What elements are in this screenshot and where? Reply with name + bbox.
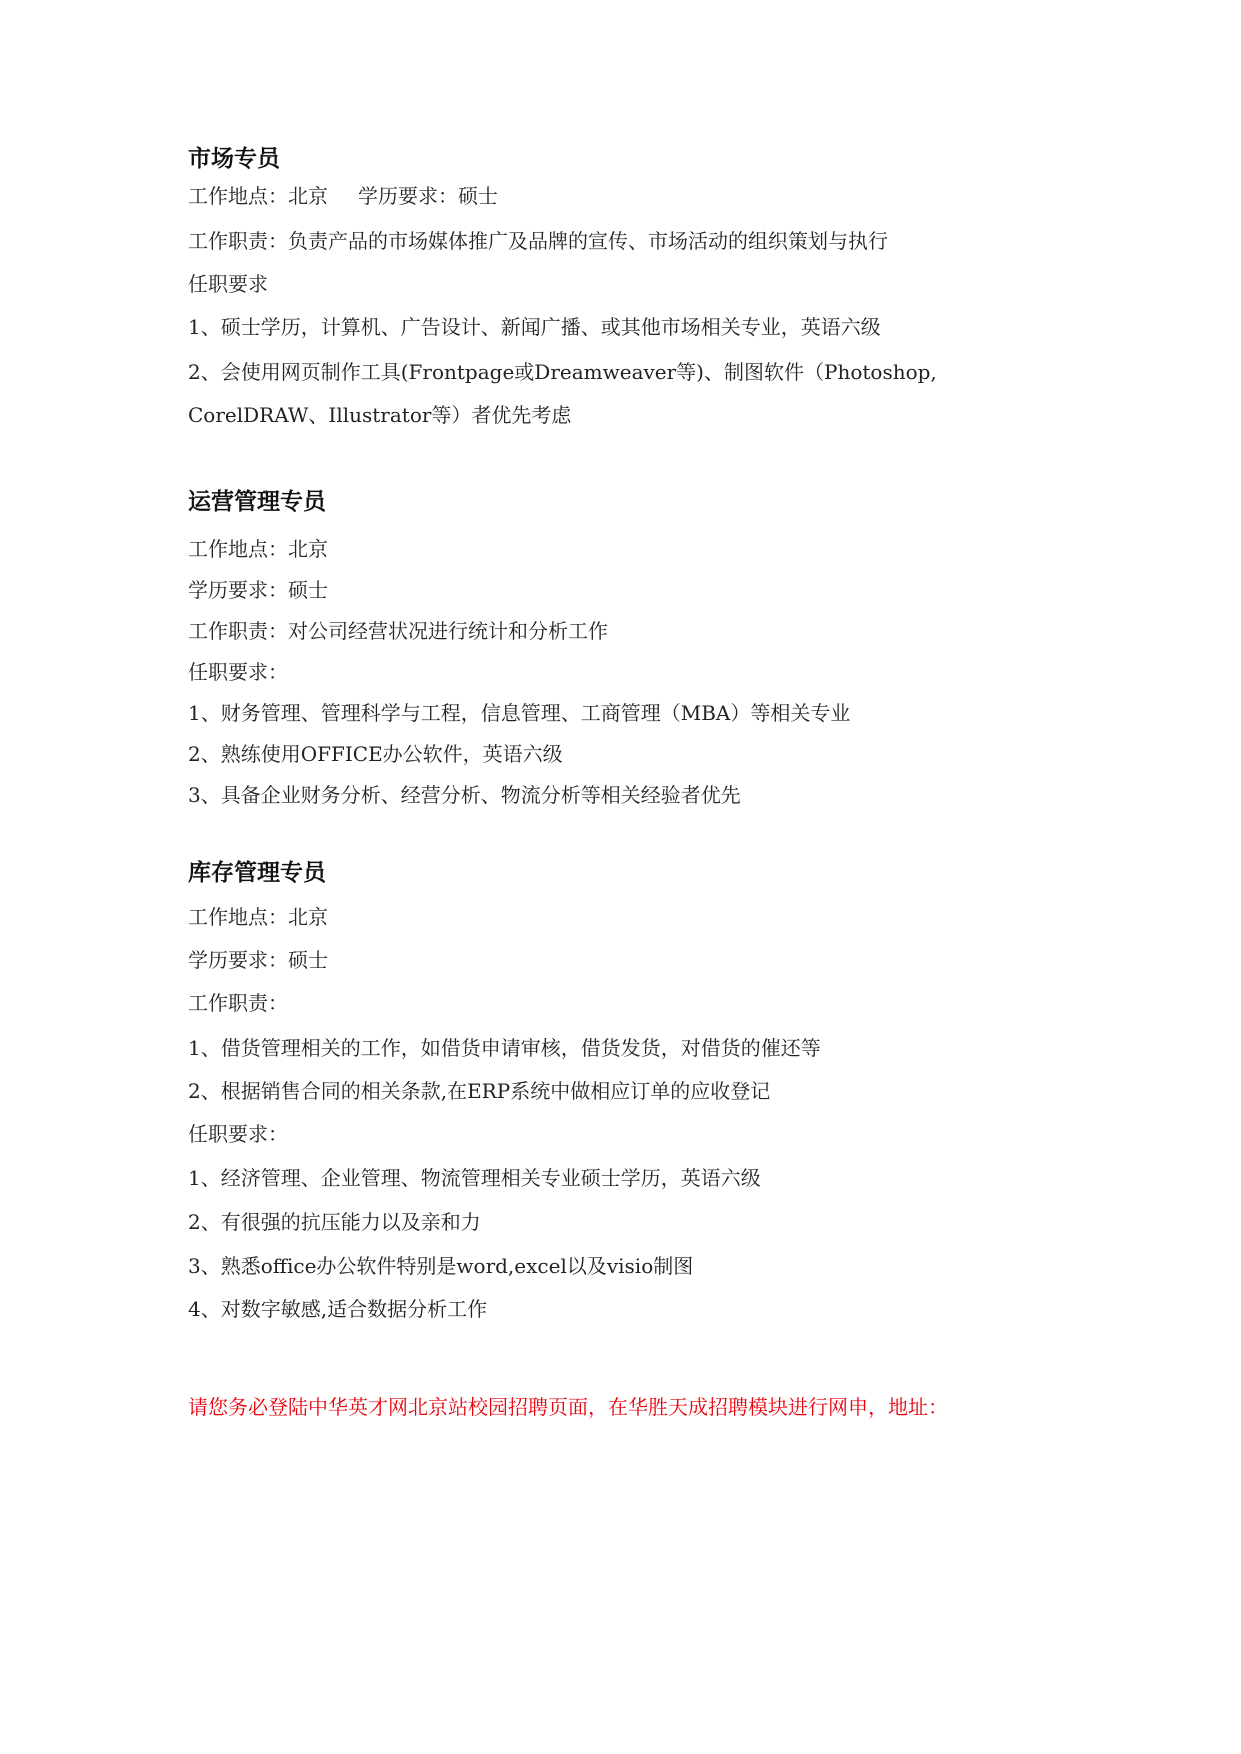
section-title-inventory: 库存管理专员: [188, 860, 326, 886]
operations-requirement-1: 1、财务管理、管理科学与工程，信息管理、工商管理（MBA）等相关专业: [188, 701, 851, 725]
operations-location: 工作地点：北京: [188, 537, 328, 561]
section-title-operations: 运营管理专员: [188, 489, 326, 515]
inventory-location: 工作地点：北京: [188, 905, 328, 929]
marketing-requirement-2-cont: CorelDRAW、Illustrator等）者优先考虑: [188, 403, 572, 427]
operations-requirements-heading: 任职要求：: [188, 660, 288, 684]
marketing-requirements-heading: 任职要求: [188, 272, 268, 296]
operations-requirement-3: 3、具备企业财务分析、经营分析、物流分析等相关经验者优先: [188, 783, 741, 807]
marketing-location: 工作地点：北京: [188, 184, 328, 208]
inventory-requirement-2: 2、有很强的抗压能力以及亲和力: [188, 1210, 481, 1234]
marketing-location-education: [188, 182, 498, 210]
operations-education: 学历要求：硕士: [188, 578, 328, 602]
inventory-duty-1: 1、借货管理相关的工作，如借货申请审核，借货发货，对借货的催还等: [188, 1036, 821, 1060]
operations-requirement-2: 2、熟练使用OFFICE办公软件，英语六级: [188, 742, 563, 766]
marketing-education: 学历要求：硕士: [358, 184, 498, 208]
section-title-marketing: 市场专员: [188, 146, 280, 172]
inventory-requirement-4: 4、对数字敏感,适合数据分析工作: [188, 1297, 488, 1321]
marketing-duties: 工作职责：负责产品的市场媒体推广及品牌的宣传、市场活动的组织策划与执行: [188, 229, 888, 253]
marketing-requirement-1: 1、硕士学历，计算机、广告设计、新闻广播、或其他市场相关专业，英语六级: [188, 315, 881, 339]
marketing-requirement-2: 2、会使用网页制作工具(Frontpage或Dreamweaver等)、制图软件（Photoshop,: [188, 360, 937, 384]
inventory-duty-2: 2、根据销售合同的相关条款,在ERP系统中做相应订单的应收登记: [188, 1079, 771, 1103]
inventory-requirement-1: 1、经济管理、企业管理、物流管理相关专业硕士学历，英语六级: [188, 1166, 761, 1190]
application-notice: 请您务必登陆中华英才网北京站校园招聘页面，在华胜天成招聘模块进行网申，地址：: [188, 1395, 948, 1419]
inventory-education: 学历要求：硕士: [188, 948, 328, 972]
operations-duties: 工作职责：对公司经营状况进行统计和分析工作: [188, 619, 608, 643]
inventory-requirement-3: 3、熟悉office办公软件特别是word,excel以及visio制图: [188, 1254, 694, 1278]
inventory-requirements-heading: 任职要求：: [188, 1122, 288, 1146]
inventory-duties-heading: 工作职责：: [188, 991, 288, 1015]
